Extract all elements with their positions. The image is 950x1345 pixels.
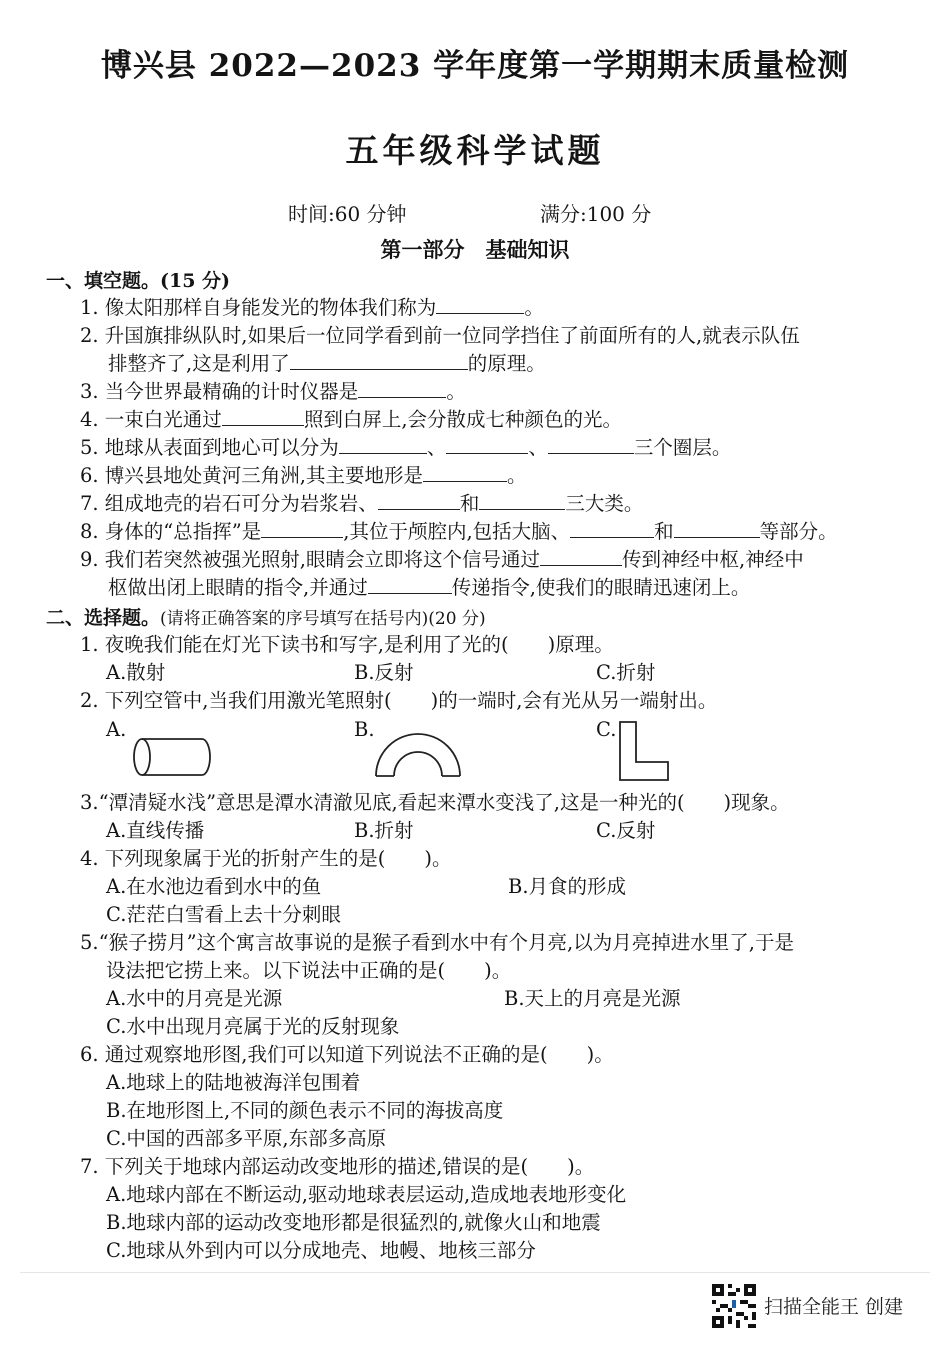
fill-question-3: 3. 当今世界最精确的计时仪器是 。 bbox=[80, 380, 466, 403]
option-c[interactable]: C.中国的西部多平原,东部多高原 bbox=[106, 1127, 387, 1150]
section-choice-heading: 二、选择题。(请将正确答案的序号填写在括号内)(20 分) bbox=[46, 607, 486, 629]
arch-tube-figure bbox=[372, 726, 464, 780]
fill-question-9: 9. 我们若突然被强光照射,眼睛会立即将这个信号通过 传到神经中枢,神经中 bbox=[80, 548, 804, 571]
fill-question-5: 5. 地球从表面到地心可以分为 、 、 三个圈层。 bbox=[80, 436, 732, 459]
answer-blank[interactable] bbox=[378, 508, 460, 510]
option-b[interactable]: B.折射 bbox=[354, 819, 414, 842]
choice-question-3: 3.“潭清疑水浅”意思是潭水清澈见底,看起来潭水变浅了,这是一种光的( )现象。 bbox=[80, 791, 790, 814]
answer-blank[interactable] bbox=[540, 564, 622, 566]
choice-question-5-cont: 设法把它捞上来。以下说法中正确的是( )。 bbox=[106, 959, 512, 982]
straight-tube-figure bbox=[130, 734, 214, 780]
option-c[interactable]: C.地球从外到内可以分成地壳、地幔、地核三部分 bbox=[106, 1239, 536, 1262]
option-c[interactable]: C.反射 bbox=[596, 819, 656, 842]
option-a[interactable]: A.散射 bbox=[106, 661, 166, 684]
choice-question-1: 1. 夜晚我们能在灯光下读书和写字,是利用了光的( )原理。 bbox=[80, 633, 614, 656]
choice-question-2: 2. 下列空管中,当我们用激光笔照射( )的一端时,会有光从另一端射出。 bbox=[80, 689, 718, 712]
answer-blank[interactable] bbox=[358, 396, 446, 398]
fill-question-7: 7. 组成地壳的岩石可分为岩浆岩、 和 三大类。 bbox=[80, 492, 644, 515]
answer-blank[interactable] bbox=[548, 452, 634, 454]
answer-blank[interactable] bbox=[436, 312, 524, 314]
fill-question-8: 8. 身体的“总指挥”是 ,其位于颅腔内,包括大脑、 和 等部分。 bbox=[80, 520, 838, 543]
option-b[interactable]: B. bbox=[354, 718, 375, 741]
option-b[interactable]: B.地球内部的运动改变地形都是很猛烈的,就像火山和地震 bbox=[106, 1211, 601, 1234]
option-b[interactable]: B.在地形图上,不同的颜色表示不同的海拔高度 bbox=[106, 1099, 504, 1122]
option-b[interactable]: B.月食的形成 bbox=[508, 875, 627, 898]
answer-blank[interactable] bbox=[570, 536, 654, 538]
answer-blank[interactable] bbox=[479, 508, 565, 510]
answer-blank[interactable] bbox=[368, 592, 452, 594]
l-shaped-tube-figure bbox=[616, 720, 672, 784]
answer-blank[interactable] bbox=[446, 452, 528, 454]
option-b[interactable]: B.天上的月亮是光源 bbox=[504, 987, 681, 1010]
fill-question-2: 2. 升国旗排纵队时,如果后一位同学看到前一位同学挡住了前面所有的人,就表示队伍 bbox=[80, 324, 800, 347]
exam-time: 时间:60 分钟 bbox=[288, 202, 407, 226]
answer-blank[interactable] bbox=[222, 424, 304, 426]
footer-divider bbox=[20, 1272, 930, 1273]
answer-blank[interactable] bbox=[674, 536, 760, 538]
fill-question-2-cont: 排整齐了,这是利用了 的原理。 bbox=[108, 352, 546, 375]
option-a[interactable]: A.地球内部在不断运动,驱动地球表层运动,造成地表地形变化 bbox=[106, 1183, 627, 1206]
choice-question-5: 5.“猴子捞月”这个寓言故事说的是猴子看到水中有个月亮,以为月亮掉进水里了,于是 bbox=[80, 931, 794, 954]
option-a[interactable]: A.在水池边看到水中的鱼 bbox=[106, 875, 322, 898]
fill-question-9-cont: 枢做出闭上眼睛的指令,并通过 传递指令,使我们的眼睛迅速闭上。 bbox=[108, 576, 751, 599]
option-c[interactable]: C.茫茫白雪看上去十分刺眼 bbox=[106, 903, 341, 926]
choice-question-6: 6. 通过观察地形图,我们可以知道下列说法不正确的是( )。 bbox=[80, 1043, 614, 1066]
qr-code-icon bbox=[712, 1284, 756, 1328]
section-fill-heading: 一、填空题。(15 分) bbox=[46, 270, 231, 292]
fill-question-1: 1. 像太阳那样自身能发光的物体我们称为 。 bbox=[80, 296, 544, 319]
option-c[interactable]: C.折射 bbox=[596, 661, 656, 684]
choice-question-4: 4. 下列现象属于光的折射产生的是( )。 bbox=[80, 847, 452, 870]
answer-blank[interactable] bbox=[423, 480, 507, 482]
choice-question-7: 7. 下列关于地球内部运动改变地形的描述,错误的是( )。 bbox=[80, 1155, 595, 1178]
option-b[interactable]: B.反射 bbox=[354, 661, 414, 684]
exam-title: 博兴县 2022—2023 学年度第一学期期末质量检测 bbox=[100, 48, 850, 84]
answer-blank[interactable] bbox=[261, 536, 343, 538]
option-a[interactable]: A.直线传播 bbox=[106, 819, 205, 842]
option-c[interactable]: C. bbox=[596, 718, 617, 741]
answer-blank[interactable] bbox=[339, 452, 427, 454]
option-a[interactable]: A. bbox=[106, 718, 127, 741]
option-a[interactable]: A.水中的月亮是光源 bbox=[106, 987, 283, 1010]
scanner-watermark: 扫描全能王 创建 bbox=[764, 1296, 904, 1318]
fill-question-4: 4. 一束白光通过 照到白屏上,会分散成七种颜色的光。 bbox=[80, 408, 623, 431]
exam-full-score: 满分:100 分 bbox=[540, 202, 652, 226]
option-a[interactable]: A.地球上的陆地被海洋包围着 bbox=[106, 1071, 361, 1094]
option-c[interactable]: C.水中出现月亮属于光的反射现象 bbox=[106, 1015, 400, 1038]
answer-blank[interactable] bbox=[290, 368, 468, 370]
fill-question-6: 6. 博兴县地处黄河三角洲,其主要地形是 。 bbox=[80, 464, 527, 487]
exam-subtitle: 五年级科学试题 bbox=[345, 131, 605, 170]
part-heading: 第一部分 基础知识 bbox=[380, 237, 570, 262]
